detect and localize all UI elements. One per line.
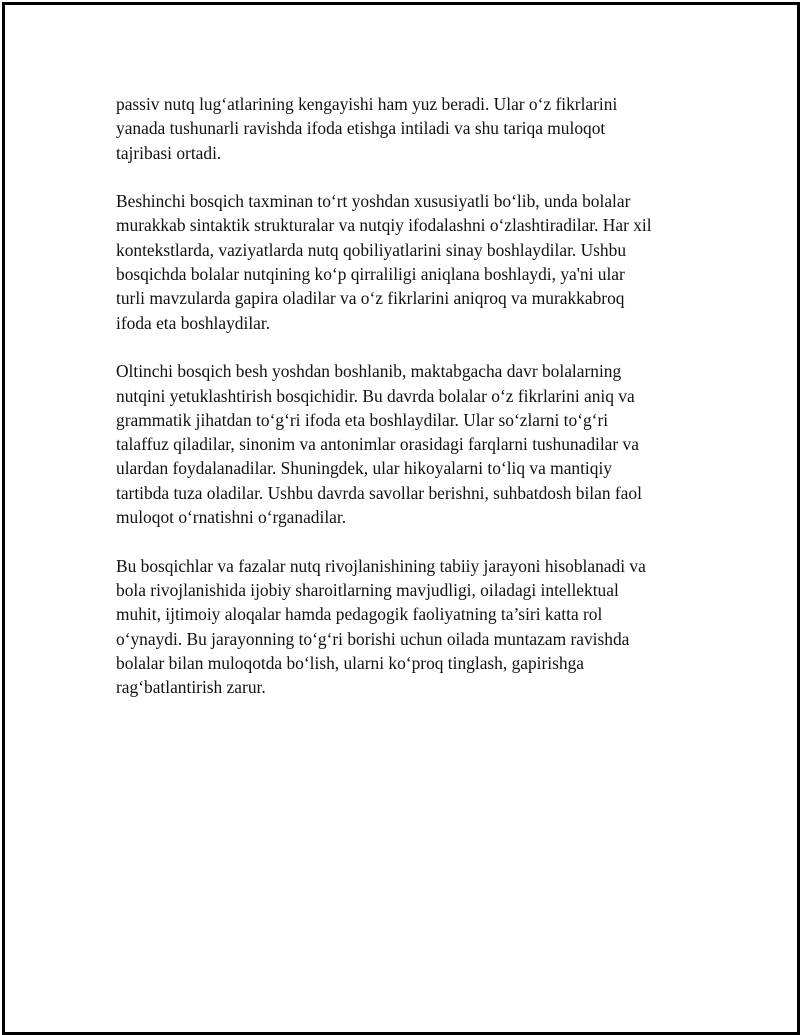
text-line: muhit, ijtimoiy aloqalar hamda pedagogik faoliyatning ta’siri katta rol xyxy=(116,604,603,625)
text-line: muloqot o‘rnatishni o‘rganadilar. xyxy=(116,507,347,528)
text-line: nutqini yetuklashtirish bosqichidir. Bu davrda bolalar o‘z fikrlarini aniq va xyxy=(116,385,635,406)
text-line: grammatik jihatdan to‘g‘ri ifoda eta boshlaydilar. Ular so‘zlarni to‘g‘ri xyxy=(116,409,609,430)
text-line: Oltinchi bosqich besh yoshdan boshlanib, maktabgacha davr bolalarning xyxy=(116,361,622,382)
text-line: Bu bosqichlar va fazalar nutq rivojlanishining tabiiy jarayoni hisoblanadi va xyxy=(116,555,646,576)
paragraph-2 xyxy=(116,189,696,335)
text-line: bolalar bilan muloqotda bo‘lish, ularni ko‘proq tinglash, gapirishga xyxy=(116,652,585,673)
text-line: ifoda eta boshlaydilar. xyxy=(116,312,271,333)
text-line: turli mavzularda gapira oladilar va o‘z fikrlarini aniqroq va murakkabroq xyxy=(116,288,625,309)
text-line: rag‘batlantirish zarur. xyxy=(116,677,266,698)
text-line: bosqichda bolalar nutqining ko‘p qirraliligi aniqlana boshlaydi, ya'ni ular xyxy=(116,264,625,285)
paragraph-4 xyxy=(116,554,696,700)
text-line: bola rivojlanishida ijobiy sharoitlarning mavjudligi, oiladagi intellektual xyxy=(116,579,619,600)
text-line: ulardan foydalanadilar. Shuningdek, ular hikoyalarni to‘liq va mantiqiy xyxy=(116,458,612,479)
document-body xyxy=(116,92,696,724)
paragraph-3 xyxy=(116,359,696,529)
text-line: Beshinchi bosqich taxminan to‘rt yoshdan xususiyatli bo‘lib, unda bolalar xyxy=(116,191,631,212)
text-line: tajribasi ortadi. xyxy=(116,142,222,163)
text-line: o‘ynaydi. Bu jarayonning to‘g‘ri borishi uchun oilada muntazam ravishda xyxy=(116,628,630,649)
text-line: passiv nutq lug‘atlarining kengayishi ham yuz beradi. Ular o‘z fikrlarini xyxy=(116,94,618,114)
text-line: yanada tushunarli ravishda ifoda etishga intiladi va shu tariqa muloqot xyxy=(116,118,606,139)
text-line: talaffuz qiladilar, sinonim va antonimlar orasidagi farqlarni tushunadilar va xyxy=(116,434,639,455)
text-line: murakkab sintaktik strukturalar va nutqiy ifodalashni o‘zlashtiradilar. Har xil xyxy=(116,215,652,236)
text-line: kontekstlarda, vaziyatlarda nutq qobiliyatlarini sinay boshlaydilar. Ushbu xyxy=(116,239,627,260)
text-line: tartibda tuza oladilar. Ushbu davrda savollar berishni, suhbatdosh bilan faol xyxy=(116,482,642,503)
paragraph-1 xyxy=(116,92,696,165)
